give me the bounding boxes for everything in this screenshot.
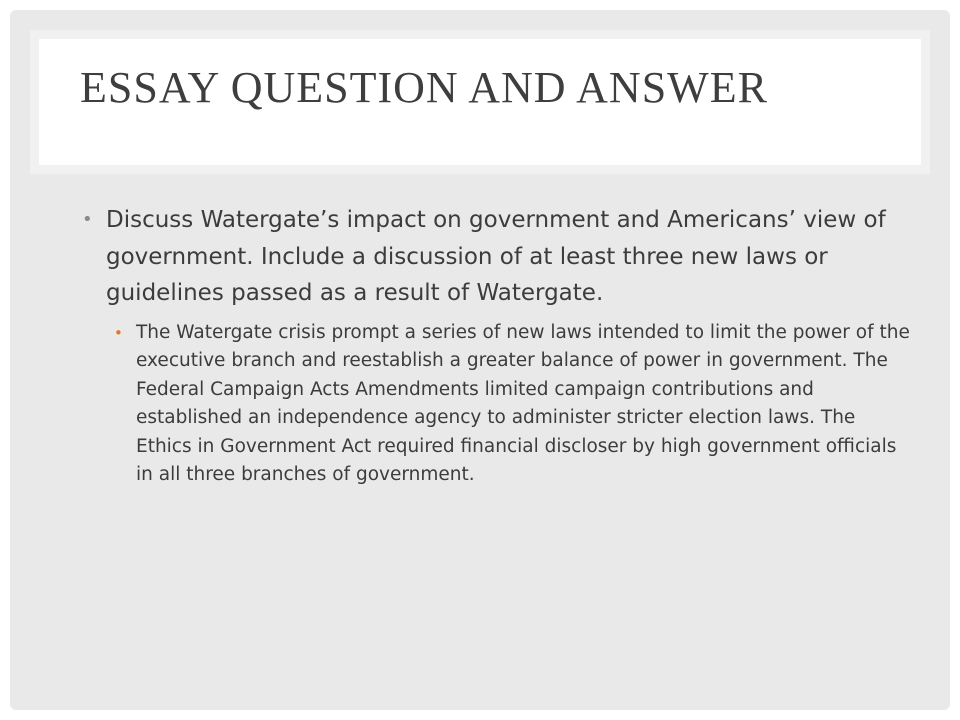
slide: [10, 10, 950, 710]
slide-title: ESSAY QUESTION AND ANSWER: [80, 63, 768, 112]
bullet-text-question: Discuss Watergate’s impact on government and Americans’ view of government. Include a discussion of at least three new laws or guidelines passed as a result of Watergate.: [106, 207, 886, 306]
sub-bullet-text-answer: The Watergate crisis prompt a series of new laws intended to limit the power of the executive branch and reestablish a greater balance of power in government. The Federal Campaign Acts Amendments limited campaign contributions and established an independence agency to administer stricter election laws. The Ethics in Government Act required financial discloser by high government officials in all three branches of government.: [136, 321, 910, 486]
sub-bullet-item-answer: [114, 319, 916, 491]
bullet-item-question: [82, 202, 916, 312]
slide-body: [82, 202, 916, 490]
sub-bullet-marker-icon: •: [114, 323, 123, 342]
bullet-marker-icon: •: [82, 209, 93, 230]
